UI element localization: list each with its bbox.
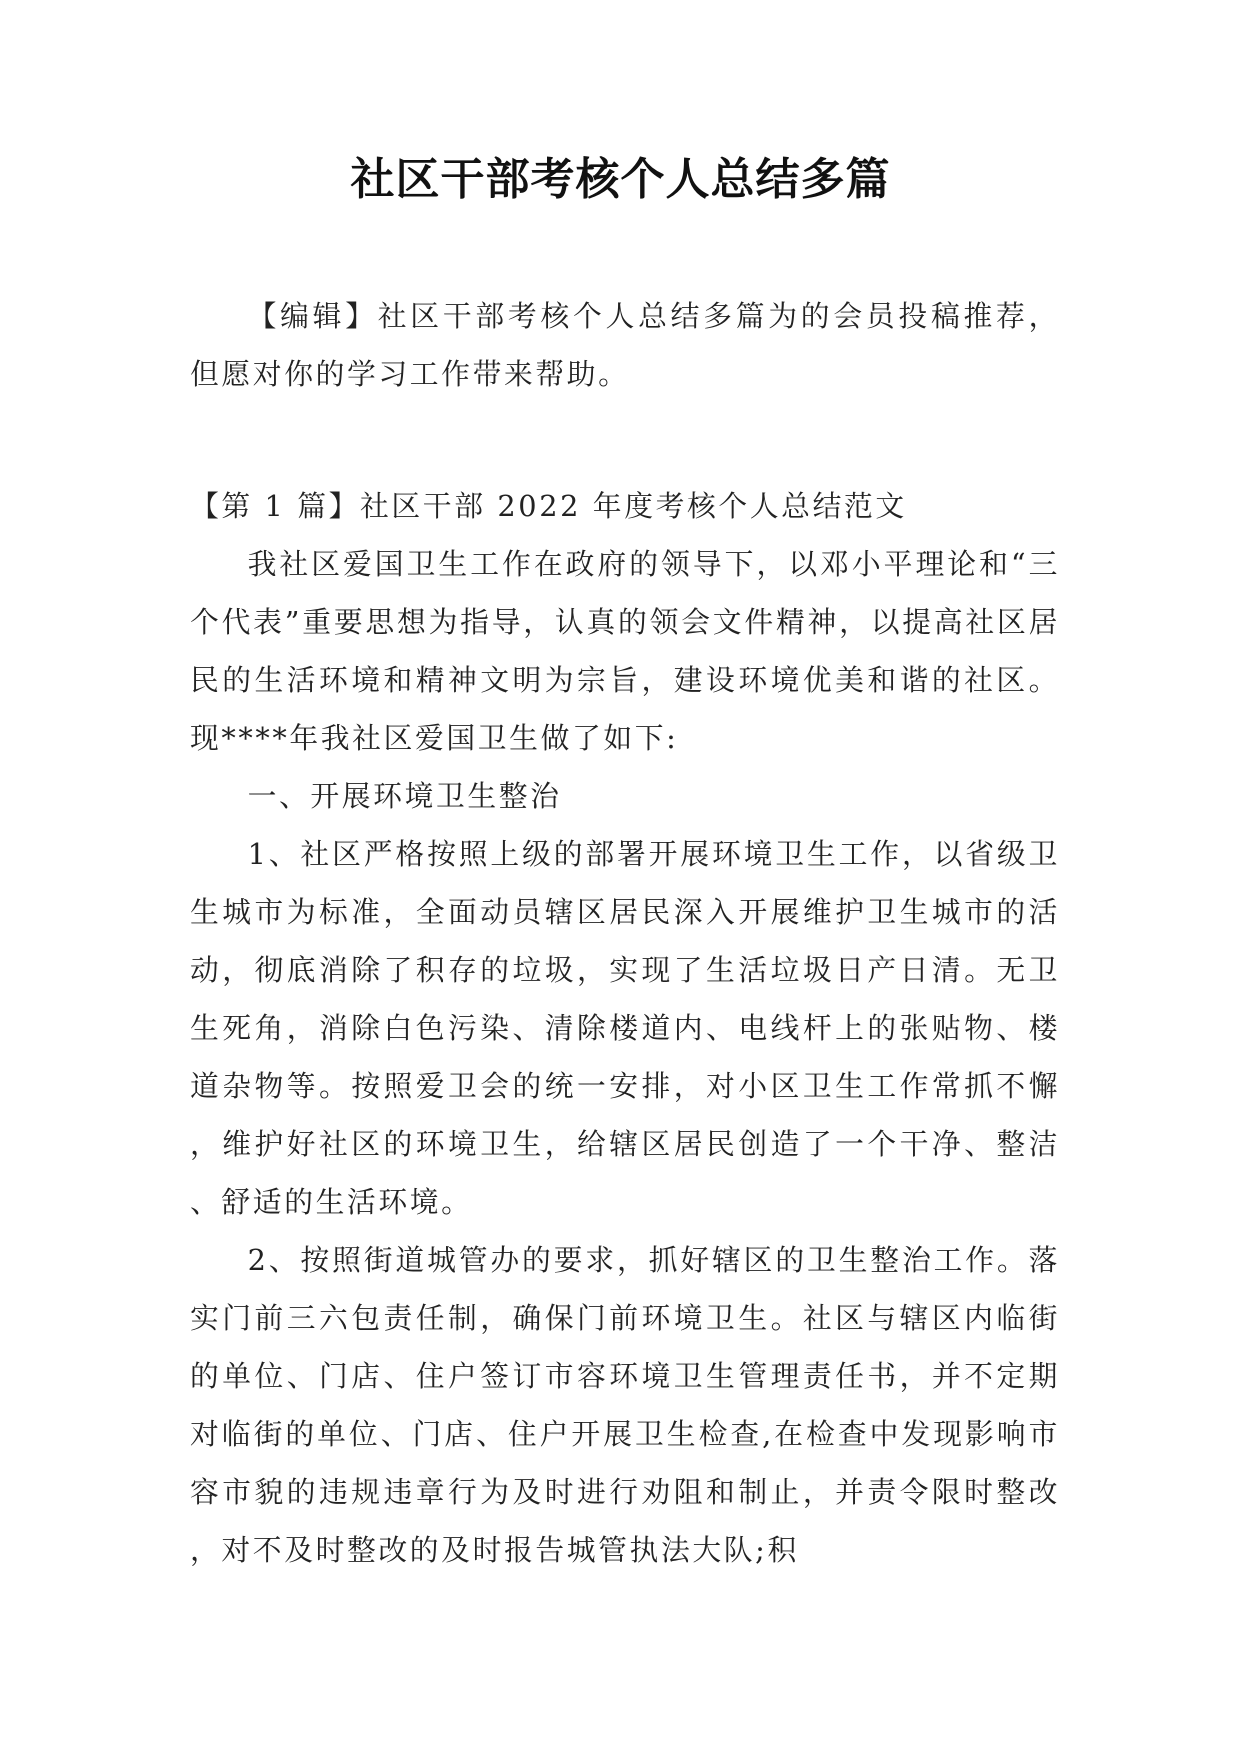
subheading-environment-sanitation: 一、开展环境卫生整治	[247, 779, 562, 813]
document-body	[190, 287, 1060, 1579]
document-title: 社区干部考核个人总结多篇	[350, 154, 891, 205]
spacer	[190, 403, 1060, 477]
section-heading: 【第 1 篇】社区干部 2022 年度考核个人总结范文	[190, 489, 907, 523]
body-paragraph-3: 2、按照街道城管办的要求，抓好辖区的卫生整治工作。落实门前三六包责任制，确保门前环境卫生。社区与辖区内临街的单位、门店、住户签订市容环境卫生管理责任书，并不定期对临街的单位、门店、住户开展卫生检查,在检查中发现影响市容市貌的违规违章行为及时进行劝阻和制止，并责令限时整改，对不及时整改的及时报告城管执法大队;积	[190, 1243, 1060, 1567]
body-paragraph-1: 我社区爱国卫生工作在政府的领导下，以邓小平理论和“三个代表”重要思想为指导，认真的领会文件精神，以提高社区居民的生活环境和精神文明为宗旨，建设环境优美和谐的社区。现****年我社区爱国卫生做了如下:	[190, 547, 1060, 755]
intro-paragraph: 【编辑】社区干部考核个人总结多篇为的会员投稿推荐，但愿对你的学习工作带来帮助。	[190, 299, 1060, 391]
body-paragraph-2: 1、社区严格按照上级的部署开展环境卫生工作，以省级卫生城市为标准，全面动员辖区居民深入开展维护卫生城市的活动，彻底消除了积存的垃圾，实现了生活垃圾日产日清。无卫生死角，消除白色污染、清除楼道内、电线杆上的张贴物、楼道杂物等。按照爱卫会的统一安排，对小区卫生工作常抓不懈，维护好社区的环境卫生，给辖区居民创造了一个干净、整洁、舒适的生活环境。	[190, 837, 1060, 1219]
